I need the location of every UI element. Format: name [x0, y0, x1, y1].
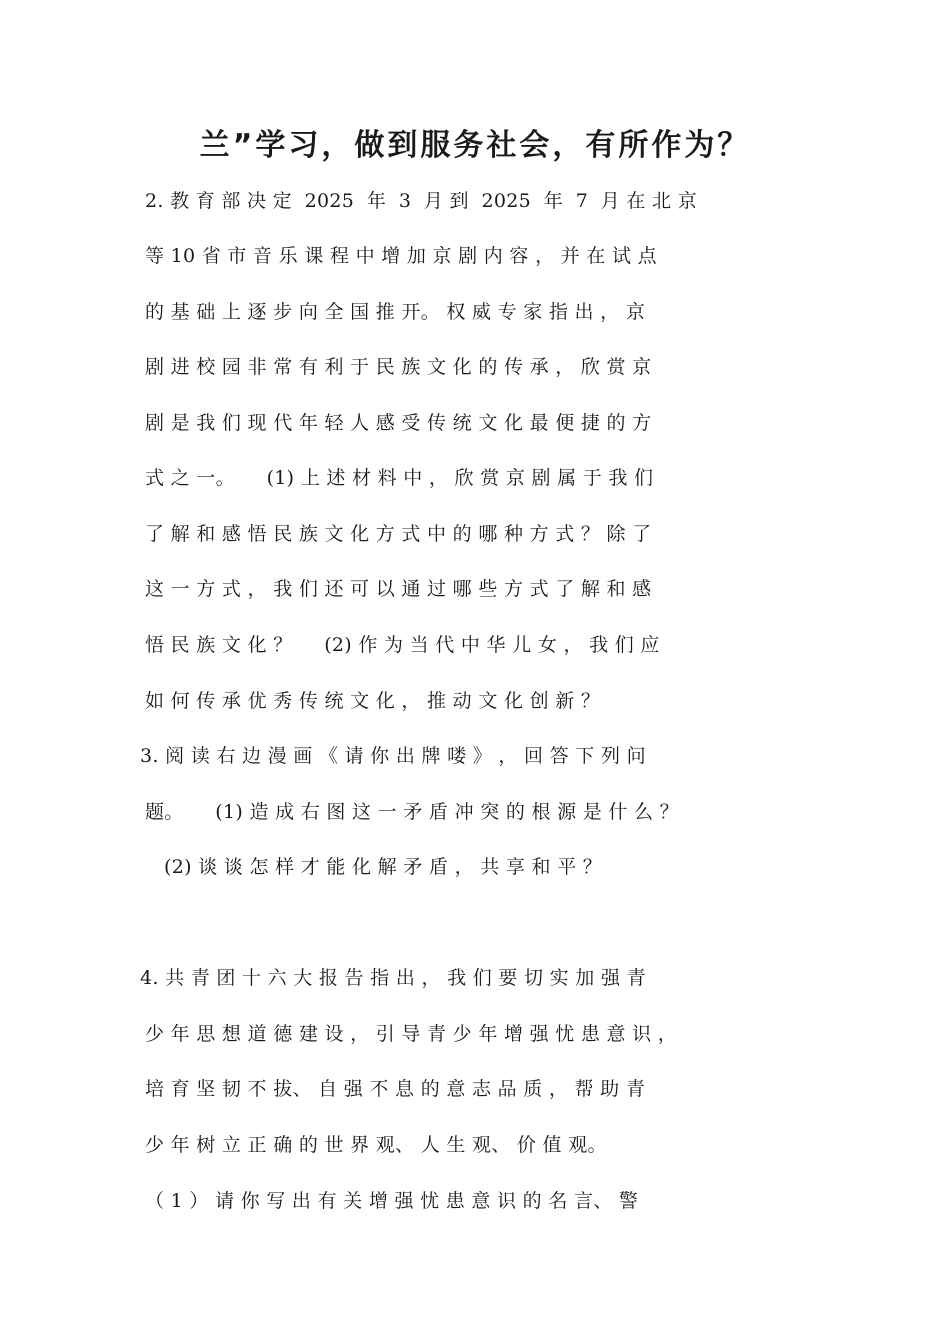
- text-line: 剧 进 校 园 非 常 有 利 于 民 族 文 化 的 传 承 ， 欣 赏 京: [145, 356, 652, 378]
- text-line: 培 育 坚 韧 不 拔、 自 强 不 息 的 意 志 品 质 ， 帮 助 青: [145, 1078, 646, 1100]
- text-line: 式 之 一。 (1) 上 述 材 料 中 ， 欣 赏 京 剧 属 于 我 们: [145, 467, 654, 489]
- text-line: 3. 阅 读 右 边 漫 画 《 请 你 出 牌 喽 》 ， 回 答 下 列 问: [140, 745, 646, 767]
- text-line: 如 何 传 承 优 秀 传 统 文 化 ， 推 动 文 化 创 新 ？: [145, 690, 601, 712]
- text-line: (2) 谈 谈 怎 样 才 能 化 解 矛 盾 ， 共 享 和 平 ？: [145, 856, 603, 878]
- text-line: 这 一 方 式 ， 我 们 还 可 以 通 过 哪 些 方 式 了 解 和 感: [145, 578, 652, 600]
- page-heading: 兰”学习，做到服务社会，有所作为？: [199, 128, 751, 163]
- text-line: 悟 民 族 文 化 ？ (2) 作 为 当 代 中 华 儿 女 ， 我 们 应: [145, 634, 660, 656]
- text-line: 了 解 和 感 悟 民 族 文 化 方 式 中 的 哪 种 方 式 ？ 除 了: [145, 523, 652, 545]
- text-line: 题。 (1) 造 成 右 图 这 一 矛 盾 冲 突 的 根 源 是 什 么 ？: [145, 801, 679, 823]
- text-line: 的 基 础 上 逐 步 向 全 国 推 开。 权 威 专 家 指 出 ， 京: [145, 301, 646, 323]
- text-line: 少 年 树 立 正 确 的 世 界 观、 人 生 观、 价 值 观。: [145, 1134, 607, 1156]
- text-line: 剧 是 我 们 现 代 年 轻 人 感 受 传 统 文 化 最 便 捷 的 方: [145, 412, 652, 434]
- text-line: 少 年 思 想 道 德 建 设 ， 引 导 青 少 年 增 强 忧 患 意 识 ，: [145, 1023, 678, 1045]
- text-line: 4. 共 青 团 十 六 大 报 告 指 出 ， 我 们 要 切 实 加 强 青: [140, 967, 646, 989]
- text-line: 2. 教 育 部 决 定 2025 年 3 月 到 2025 年 7 月 在 北 京: [145, 190, 698, 212]
- text-line: （ 1 ） 请 你 写 出 有 关 增 强 忧 患 意 识 的 名 言、 警: [145, 1190, 639, 1212]
- text-line: 等 10 省 市 音 乐 课 程 中 增 加 京 剧 内 容 ， 并 在 试 点: [145, 245, 657, 267]
